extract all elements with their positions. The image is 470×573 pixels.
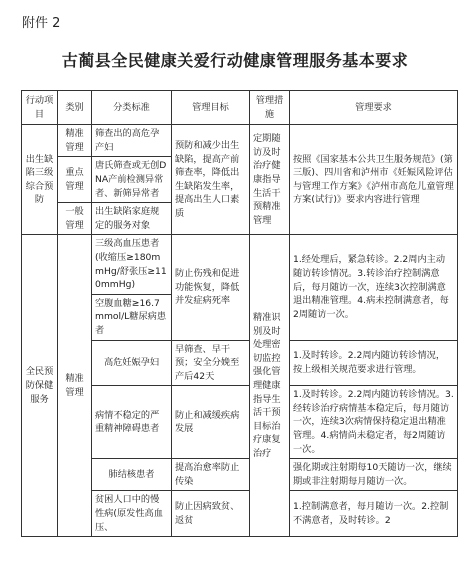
category-precision-care: 精准管理 [58,235,92,537]
table-row [22,235,458,294]
standard-defect-family: 出生缺陷家庭规定的服务对象 [92,203,172,235]
requirements-table-wrapper [21,90,457,537]
standard-tuberculosis: 肺结核患者 [92,459,172,491]
requirement-chronic: 1.经处理后，紧急转诊。2.2周内主动随访转诊情况。3.转诊治疗控制满意后，每月随访一次，连续3次控制满意退出精准管理。4.病未控制满意者，每2周随访一次。 [290,235,458,340]
header-goal: 管理目标 [172,91,250,125]
standard-high-risk-pregnant: 筛查出的高危孕产妇 [92,125,172,157]
measure-prevention-care: 精准识别及时处理密切监控强化管理健康指导生活干预目标治疗康复治疗 [250,235,290,537]
header-category: 类别 [58,91,92,125]
requirements-table [21,90,458,537]
requirement-birth-defect: 按照《国家基本公共卫生服务规范》(第三版)、四川省和泸州市《妊娠风险评估与管理工作方案》《泸州市高危儿童管理方案(试行)》要求内容进行管理 [290,125,458,235]
requirement-pregnancy: 1.及时转诊。2.2周内随访转诊情况，按上级相关规范要求进行管理。 [290,340,458,386]
category-key: 重点管理 [58,157,92,203]
standard-poverty-chronic: 贫困人口中的慢性病(原发性高血压、 [92,491,172,537]
goal-pregnancy: 早筛查、早干预；安全分娩至产后42天 [172,340,250,386]
table-row [22,125,458,157]
project-prevention-care: 全民预防保健服务 [22,235,58,537]
standard-diabetes: 空腹血糖≥16.7mmol/L糖尿病患者 [92,294,172,340]
goal-poverty: 防止因病致贫、返贫 [172,491,250,537]
header-requirement: 管理要求 [290,91,458,125]
header-project: 行动项目 [22,91,58,125]
header-standard: 分类标准 [92,91,172,125]
standard-hypertension: 三级高血压患者(收缩压≥180mmHg/舒张压≥110mmHg) [92,235,172,294]
project-birth-defect: 出生缺陷三级综合预防 [22,125,58,235]
table-header-row [22,91,458,125]
category-precision: 精准管理 [58,125,92,157]
page-title: 古蔺县全民健康关爱行动健康管理服务基本要求 [61,51,409,70]
category-general: 一般管理 [58,203,92,235]
requirement-tuberculosis: 强化期或注射期每10天随访一次，继续期或非注射期每月随访一次。 [290,459,458,491]
requirement-mental: 1.及时转诊。2.2周内随访转诊情况。3.经转诊治疗病情基本稳定后，每月随访一次，连续3次病情保持稳定退出精准管理。4.病情尚未稳定者，每2周随访一次。 [290,386,458,459]
standard-screening-abnormal: 唐氏筛查或无创DNA产前检测异常者、新筛异常者 [92,157,172,203]
requirement-poverty: 1.控制满意者，每月随访一次。2.控制不满意者，及时转诊。2 [290,491,458,537]
header-measure: 管理措施 [250,91,290,125]
goal-mental: 防止和减缓疾病发展 [172,386,250,459]
standard-mental-disorder: 病情不稳定的严重精神障碍患者 [92,386,172,459]
measure-birth-defect: 定期随访及时治疗健康指导生活干预精准管理 [250,125,290,235]
goal-birth-defect: 预防和减少出生缺陷，提高产前筛查率，降低出生缺陷发生率，提高出生人口素质 [172,125,250,235]
goal-chronic: 防止伤残和促进功能恢复，降低并发症病死率 [172,235,250,340]
standard-high-risk-pregnancy: 高危妊娠孕妇 [92,340,172,386]
goal-tuberculosis: 提高治愈率防止传染 [172,459,250,491]
attachment-label: 附件 2 [22,16,61,31]
